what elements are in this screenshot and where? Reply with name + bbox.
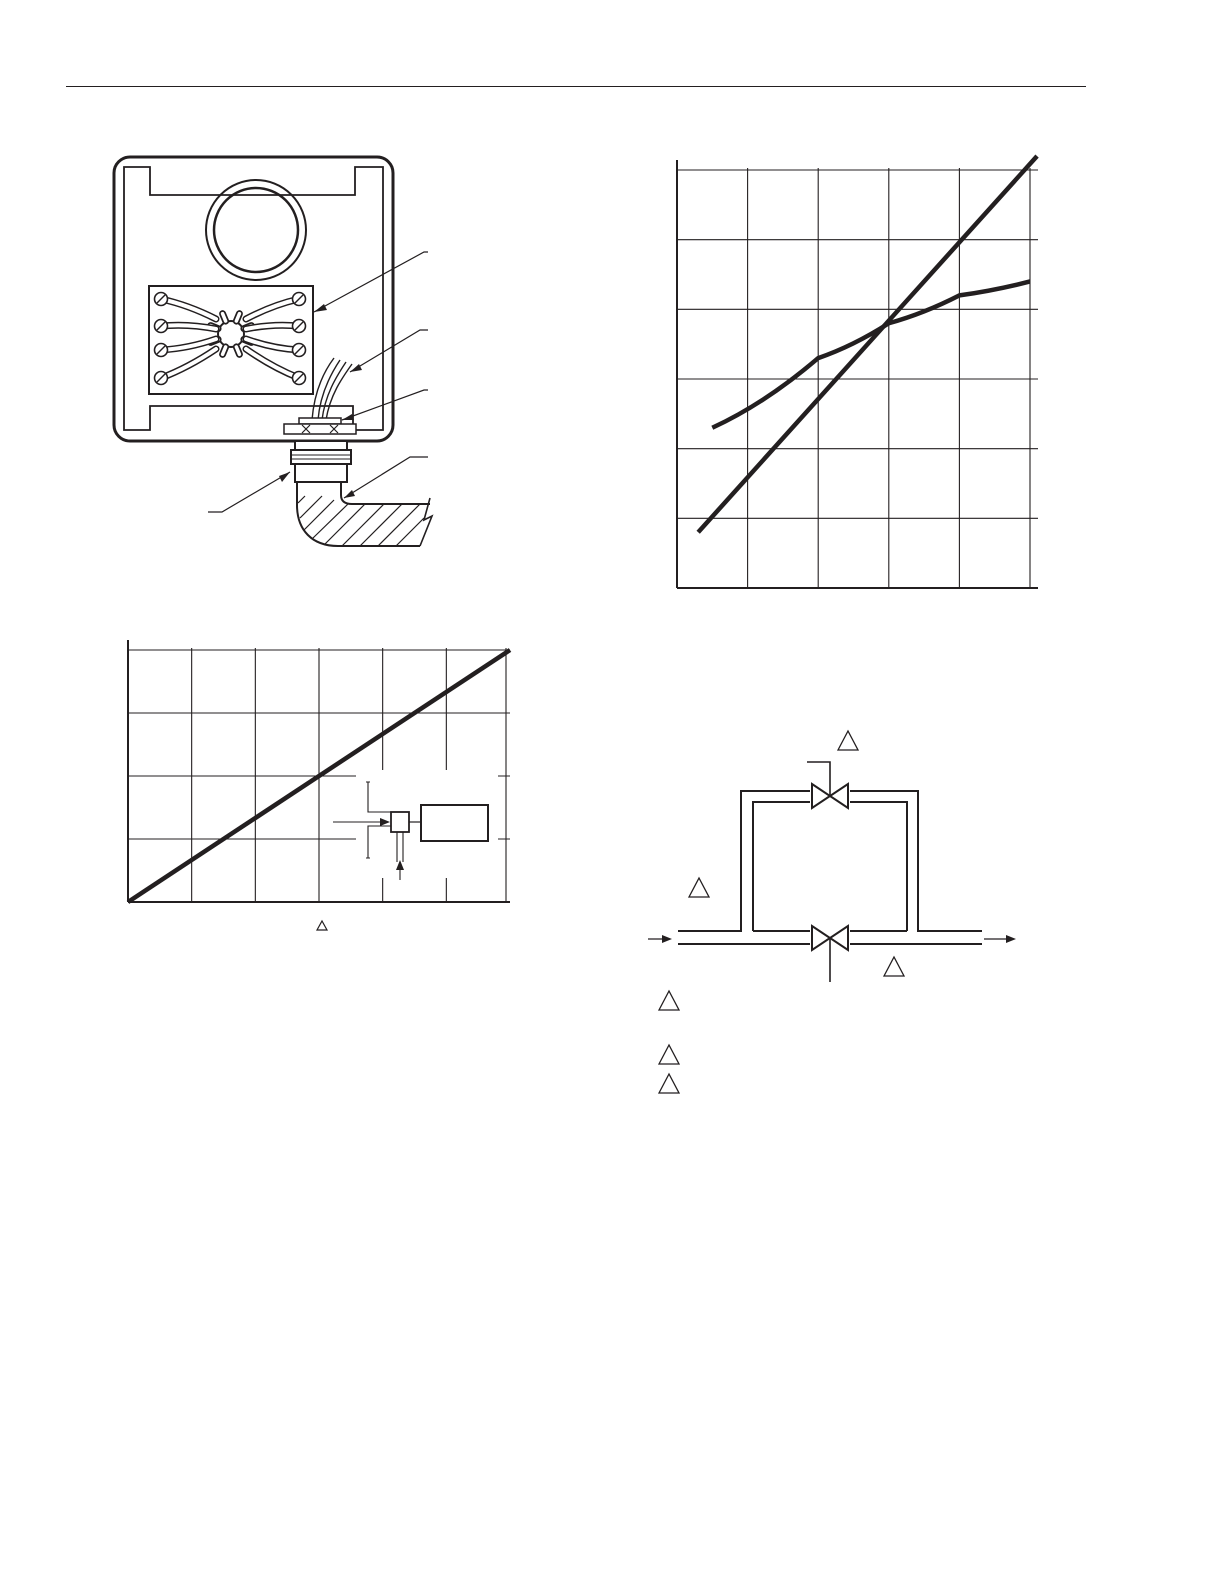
note-list-triangle-2 [659, 1045, 679, 1064]
note-triangle-a [838, 731, 858, 750]
main-valve [812, 926, 848, 982]
chart-grid [677, 168, 1038, 588]
note-marker-triangle [317, 921, 327, 930]
fitting-body [295, 464, 347, 482]
note-triangle-b [689, 878, 709, 897]
piping [678, 791, 982, 944]
fitting-nut [291, 450, 351, 464]
terminal-lead-fill [246, 349, 299, 378]
header-rule [66, 86, 1086, 87]
bypass-valve [807, 762, 848, 808]
window-inner-ring [214, 188, 298, 272]
terminal-lead-fill [161, 349, 216, 378]
note-triangle-c [884, 957, 904, 976]
linear-chart [120, 635, 530, 940]
pipe-inner [753, 802, 907, 931]
note-list-triangle-1 [659, 991, 679, 1010]
note-list-triangle-3 [659, 1074, 679, 1093]
flow-in-arrow [648, 935, 672, 943]
chart-marks [698, 156, 1037, 532]
wire-1 [318, 360, 340, 420]
pipe-outer [678, 791, 982, 931]
valve-bypass-piping [630, 720, 1030, 1100]
terminal-lead-fill [246, 299, 299, 319]
clamp-base [284, 424, 356, 434]
terminal-lead-fill [161, 299, 216, 319]
series-line-2 [712, 281, 1030, 427]
fitting-top [295, 441, 347, 450]
terminal-screws [155, 293, 306, 385]
device-interior-drawing [100, 150, 460, 560]
cable-clamp [299, 418, 341, 424]
conduit-break [420, 498, 432, 546]
series-line-1 [698, 156, 1037, 532]
crossing-chart [670, 150, 1050, 600]
terminal-hub-center [218, 321, 244, 347]
flow-out-arrow [984, 935, 1016, 943]
